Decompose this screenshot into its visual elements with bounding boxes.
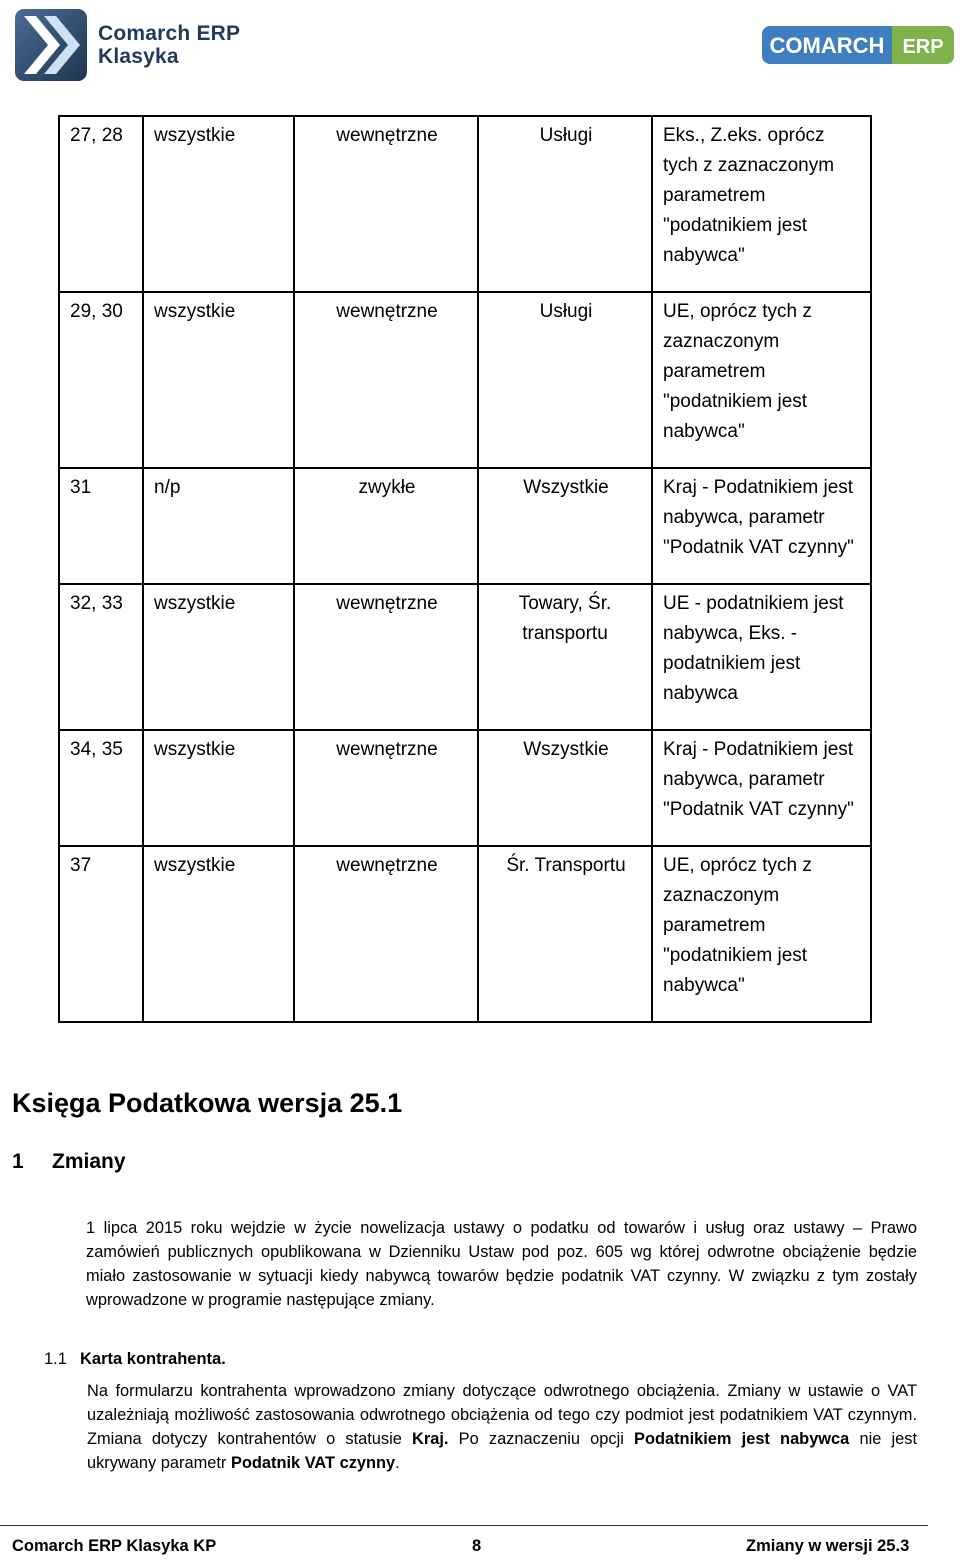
cell-fields: 37 (59, 846, 143, 1022)
cell-category: Usługi (478, 292, 652, 468)
footer-divider (0, 1525, 928, 1526)
para2-text-c: Po zaznaczeniu opcji (448, 1430, 635, 1448)
table-row (59, 292, 871, 468)
cell-transaction-type: wewnętrzne (294, 846, 478, 1022)
cell-fields: 34, 35 (59, 730, 143, 846)
cell-fields: 32, 33 (59, 584, 143, 730)
table-row (59, 846, 871, 1022)
cell-category: Wszystkie (478, 730, 652, 846)
cell-transaction-type: zwykłe (294, 468, 478, 584)
intro-paragraph: 1 lipca 2015 roku wejdzie w życie nowelizacja ustawy o podatku od towarów i usług oraz ustawy – Prawo zamówień publicznych opublikowana w Dzienniku Ustaw pod poz. 605 wg której odwrotne obciążenie będzie miało zastosowanie w sytuacji kiedy nabywcą towarów będzie podatnik VAT czynny. W związku z tym zostały wprowadzone w programie następujące zmiany. (86, 1219, 917, 1309)
vat-settings-table (58, 115, 872, 1023)
table-row (59, 116, 871, 292)
heading-number: 1 (12, 1150, 24, 1173)
cell-category: Usługi (478, 116, 652, 292)
footer-product: Comarch ERP Klasyka KP (12, 1537, 217, 1555)
table-row (59, 730, 871, 846)
section-title: Księga Podatkowa wersja 25.1 (12, 1088, 403, 1118)
heading-text: Zmiany (52, 1150, 126, 1173)
para2-text-a: Na formularzu kontrahenta wprowadzono zmiany dotyczące odwrotnego obciążenia. Zmiany w ustawie o VAT uzależniają możliwość zastosowania odwrotnego obciążenia od tego czy podmiot jest podatnikiem VAT czynnym. Zmiana dotyczy kontrahentów o statusie (87, 1382, 917, 1448)
cell-rate: wszystkie (143, 116, 294, 292)
cell-category: Śr. Transportu (478, 846, 652, 1022)
heading-changes (12, 1150, 126, 1174)
footer-version: Zmiany w wersji 25.3 (746, 1537, 910, 1555)
cell-transaction-type: wewnętrzne (294, 730, 478, 846)
para2-bold-option: Podatnikiem jest nabywca (634, 1430, 850, 1448)
cell-fields: 31 (59, 468, 143, 584)
footer-page-number: 8 (472, 1537, 482, 1555)
cell-rate: wszystkie (143, 584, 294, 730)
logo-erp-text: ERP (902, 36, 944, 58)
para2-bold-param: Podatnik VAT czynny (230, 1454, 396, 1472)
cell-transaction-type: wewnętrzne (294, 116, 478, 292)
contractor-card-paragraph (87, 1379, 917, 1475)
cell-description: UE - podatnikiem jest nabywca, Eks. - podatnikiem jest nabywca (652, 584, 871, 730)
subheading-number: 1.1 (44, 1350, 67, 1368)
cell-rate: wszystkie (143, 730, 294, 846)
comarch-chevron-logo-icon (14, 8, 88, 82)
table-row (59, 468, 871, 584)
subheading-contractor-card (44, 1350, 226, 1369)
cell-fields: 27, 28 (59, 116, 143, 292)
comarch-erp-klasyka-logo (14, 8, 240, 82)
cell-transaction-type: wewnętrzne (294, 584, 478, 730)
cell-description: Kraj - Podatnikiem jest nabywca, parametr "Podatnik VAT czynny" (652, 730, 871, 846)
logo-comarch-text: COMARCH (769, 33, 885, 58)
cell-rate: wszystkie (143, 846, 294, 1022)
cell-description: UE, oprócz tych z zaznaczonym parametrem "podatnikiem jest nabywca" (652, 846, 871, 1022)
cell-rate: wszystkie (143, 292, 294, 468)
para2-text-e: . (395, 1454, 400, 1472)
logo-line-2: Klasyka (98, 45, 179, 68)
cell-category: Wszystkie (478, 468, 652, 584)
cell-fields: 29, 30 (59, 292, 143, 468)
cell-description: UE, oprócz tych z zaznaczonym parametrem "podatnikiem jest nabywca" (652, 292, 871, 468)
logo-wordmark (98, 22, 240, 68)
cell-description: Kraj - Podatnikiem jest nabywca, parametr "Podatnik VAT czynny" (652, 468, 871, 584)
para2-text-d: nie jest ukrywany parametr (87, 1430, 917, 1472)
cell-category: Towary, Śr. transportu (478, 584, 652, 730)
para2-bold-kraj: Kraj. (412, 1430, 449, 1448)
logo-line-1: Comarch ERP (98, 22, 241, 45)
comarch-erp-brand-logo (762, 26, 954, 64)
cell-transaction-type: wewnętrzne (294, 292, 478, 468)
subheading-text: Karta kontrahenta. (80, 1350, 226, 1368)
table-row (59, 584, 871, 730)
cell-description: Eks., Z.eks. oprócz tych z zaznaczonym parametrem "podatnikiem jest nabywca" (652, 116, 871, 292)
cell-rate: n/p (143, 468, 294, 584)
